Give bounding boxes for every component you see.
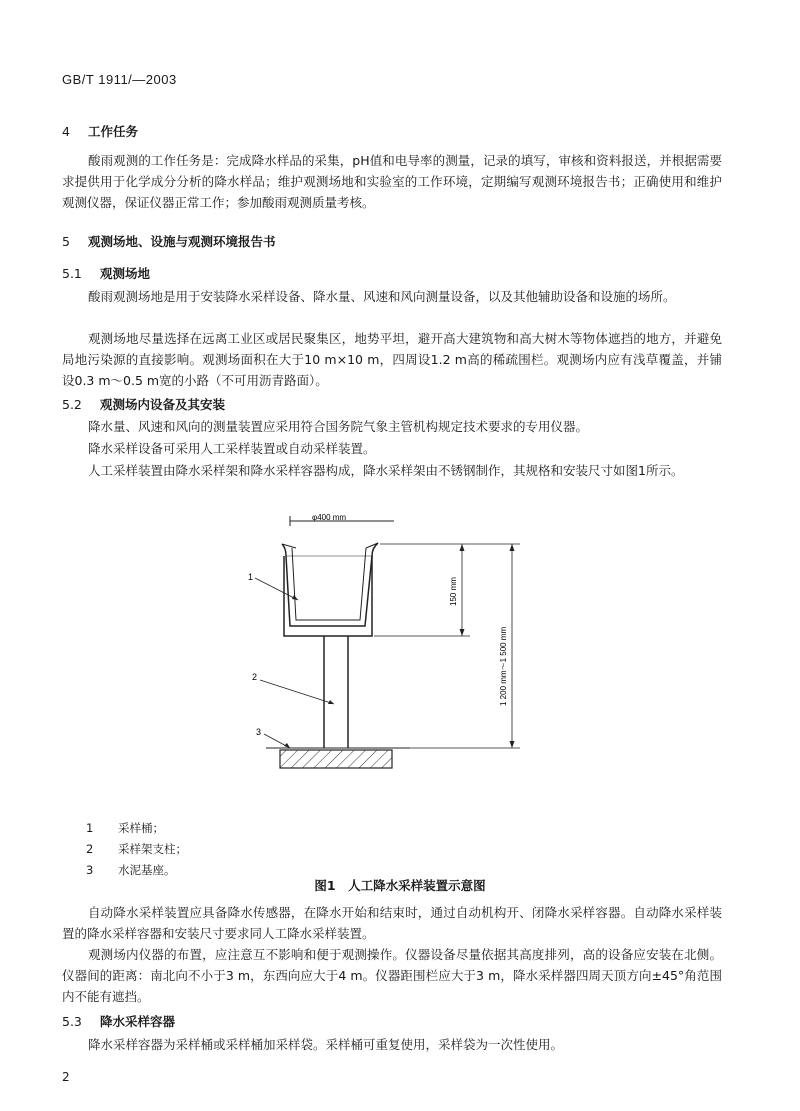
total-height-dimension	[410, 544, 520, 748]
section-5-2-paragraph-2: 降水采样设备可采用人工采样装置或自动采样装置。	[88, 441, 376, 456]
concrete-base	[266, 748, 410, 768]
section-5-1-paragraph-2: 观测场地尽量选择在远离工业区或居民聚集区，地势平坦，避开高大建筑物和高大树木等物体遮挡的地方，并避免局地污染源的直接影响。观测场面积在大于10 m×10 m，四周设1.2 m高的稀疏围栏。观测场内应有浅草覆盖，并铺设0.3 m～0.5 m宽的小路（不可用沥青路面）。	[62, 331, 722, 388]
section-number: 4	[62, 124, 70, 139]
instrument-layout-paragraph: 观测场内仪器的布置，应注意互不影响和便于观测操作。仪器设备尽量依据其高度排列，高的设备应安装在北侧。仪器间的距离：南北向不小于3 m，东西向应大于4 m。仪器距围栏应大于3 m，降水采样器四周天顶方向±45°角范围内不能有遮挡。	[62, 947, 722, 1004]
section-5-1-heading	[62, 264, 150, 282]
section-5-1-paragraph-1: 酸雨观测场地是用于安装降水采样设备、降水量、风速和风向测量设备，以及其他辅助设备和设施的场所。	[88, 289, 676, 304]
callout-1-label: 1	[248, 572, 254, 582]
section-5-3-paragraph: 降水采样容器为采样桶或采样桶加采样袋。采样桶可重复使用，采样袋为一次性使用。	[88, 1037, 564, 1052]
callout-2-label: 2	[252, 672, 258, 682]
section-4-paragraph: 酸雨观测的工作任务是：完成降水样品的采集，pH值和电导率的测量，记录的填写，审核和资料报送，并根据需要求提供用于化学成分分析的降水样品；维护观测场地和实验室的工作环境，定期编写观测环境报告书；正确使用和维护观测仪器，保证仪器正常工作；参加酸雨观测质量考核。	[62, 153, 722, 210]
legend-number: 2	[86, 842, 94, 856]
legend-number: 3	[86, 863, 94, 877]
section-5-2-paragraph-1: 降水量、风速和风向的测量装置应采用符合国务院气象主管机构规定技术要求的专用仪器。	[88, 419, 589, 434]
legend-number: 1	[86, 821, 94, 835]
section-title: 观测场内设备及其安装	[100, 397, 226, 412]
legend-text: 采样桶；	[118, 821, 164, 835]
legend-text: 采样架支柱；	[118, 842, 187, 856]
legend-text: 水泥基座。	[118, 863, 176, 877]
section-title: 工作任务	[88, 124, 139, 139]
total-height-label: 1 200 mm～1 500 mm	[499, 626, 508, 706]
callout-3	[256, 727, 290, 748]
figure-1-legend	[86, 818, 187, 881]
callout-3-label: 3	[256, 727, 262, 737]
legend-item	[86, 818, 187, 839]
section-5-3-heading	[62, 1012, 175, 1030]
diameter-dimension	[290, 513, 394, 526]
section-title: 观测场地、设施与观测环境报告书	[88, 234, 276, 249]
bucket-height-dimension	[374, 544, 470, 636]
section-number: 5.1	[62, 266, 82, 281]
section-5-2-paragraph-3: 人工采样装置由降水采样架和降水采样容器构成，降水采样架由不锈钢制作，其规格和安装尺寸如图1所示。	[88, 463, 684, 478]
section-5-heading	[62, 232, 276, 250]
page-number: 2	[62, 1070, 70, 1084]
callout-2	[252, 672, 334, 704]
section-title: 降水采样容器	[100, 1014, 176, 1029]
section-number: 5	[62, 234, 70, 249]
standard-code-header: GB/T 1911/—2003	[62, 72, 177, 87]
sampling-bucket	[282, 543, 378, 626]
section-title: 观测场地	[100, 266, 151, 281]
diameter-label: φ400 mm	[312, 513, 347, 522]
section-number: 5.2	[62, 397, 82, 412]
section-5-2-heading	[62, 395, 225, 413]
legend-item	[86, 839, 187, 860]
figure-1-diagram	[200, 508, 600, 770]
callout-1	[248, 572, 298, 600]
figure-1-caption: 图1 人工降水采样装置示意图	[314, 878, 486, 893]
auto-sampler-paragraph: 自动降水采样装置应具备降水传感器，在降水开始和结束时，通过自动机构开、闭降水采样容器。自动降水采样装置的降水采样容器和安装尺寸要求同人工降水采样装置。	[62, 905, 722, 941]
bucket-height-label: 150 mm	[449, 577, 458, 606]
sampling-frame	[284, 556, 372, 636]
section-4-heading	[62, 122, 138, 140]
section-number: 5.3	[62, 1014, 82, 1029]
support-post	[324, 636, 348, 748]
